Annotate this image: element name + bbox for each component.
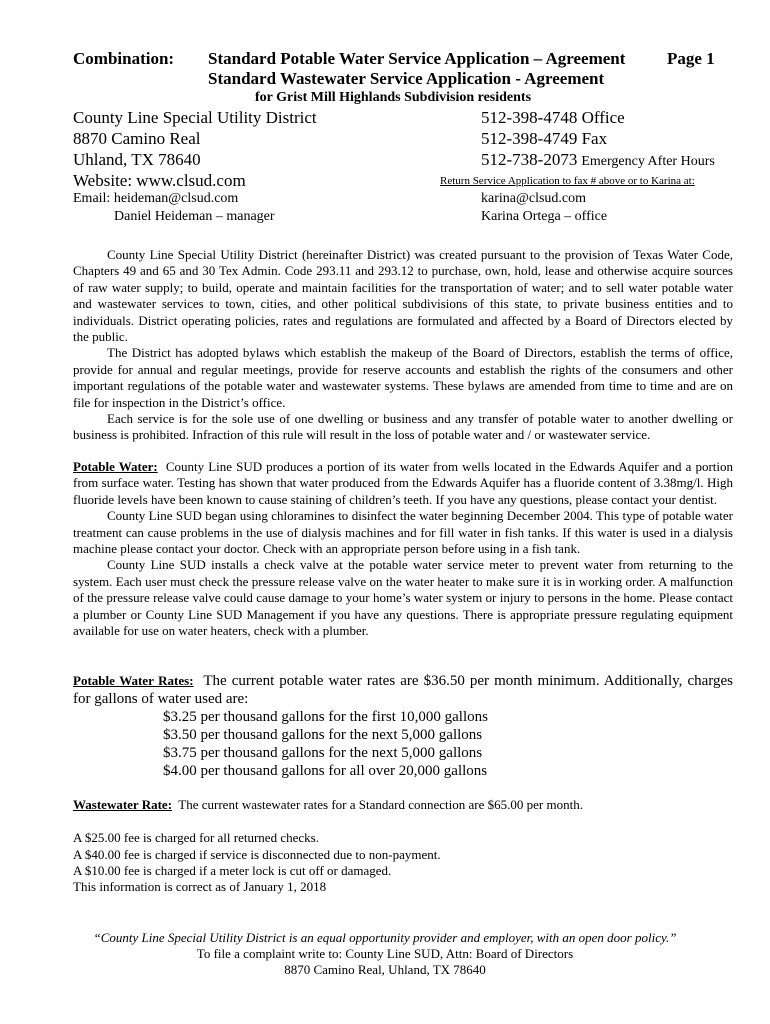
rate-tier-3: $3.75 per thousand gallons for the next 5,000 gallons [163, 745, 483, 761]
org-name: County Line Special Utility District [73, 108, 317, 127]
intro-paragraph-1: County Line Special Utility District (hereinafter District) was created pursuant to the provision of Texas Water Code, Chapters 49 and 65 and 30 Tex Admin. Code 293.11 and 293.12 to purchase, own, hold, lease and otherwise acquire sources of raw water supply; to build, operate and maintain facilities for the transportation of water; and to sell water potable water and wastewater services to town, cities, and other political subdivisions of this state, to private business entities and to individuals. District operating policies, rates and regulations are formulated and affected by a Board of Directors elected by the public. [73, 247, 733, 345]
potable-paragraph-1: County Line SUD produces a portion of its water from wells located in the Edwards Aquifer and a portion from surface water. Testing has shown that water produced from the Edwards Aquifer has a fluoride content of 3.38mg/l. High fluoride levels have been known to cause staining of children’s teeth. If you have any questions, please contact your dentist. [73, 459, 734, 507]
fee-disconnect: A $40.00 fee is charged if service is disconnected due to non-payment. [73, 847, 441, 862]
street-address: 8870 Camino Real [73, 129, 201, 148]
potable-rates-intro: The current potable water rates are $36.50 per month minimum. Additionally, charges for gallons of water used are: [73, 673, 733, 707]
footer-address: 8870 Camino Real, Uhland, TX 78640 [284, 962, 486, 977]
complaint-line: To file a complaint write to: County Line SUD, Attn: Board of Directors [196, 946, 574, 961]
title-line-1: Standard Potable Water Service Application – Agreement [208, 49, 626, 68]
office-phone: 512-398-4748 Office [481, 108, 625, 127]
emergency-phone: 512-738-2073 Emergency After Hours [481, 150, 715, 169]
potable-paragraph-3: County Line SUD installs a check valve at the potable water service meter to prevent water from returning to the system. Each user must check the pressure release valve on the water heater to make sure it is in working order. A malfunction of the pressure release valve could cause damage to your home’s water system or injury to persons in the home. Please contact a plumber or County Line SUD Management if you have any questions. There is appropriate pressure regulating equipment available for use on water heaters, check with a plumber. [73, 557, 733, 639]
wastewater-heading: Wastewater Rate: [73, 797, 173, 812]
email-heideman: Email: heideman@clsud.com [73, 191, 239, 206]
potable-rates-section [73, 672, 733, 708]
rate-tier-1: $3.25 per thousand gallons for the first 10,000 gallons [163, 709, 488, 725]
subtitle: for Grist Mill Highlands Subdivision residents [255, 90, 532, 105]
potable-paragraph-2: County Line SUD began using chloramines to disinfect the water beginning December 2004. This type of potable water treatment can cause problems in the use of dialysis machines and for fill water in fish tanks. If this water is used in a dialysis machine please contact your doctor. Check with an appropriate person before using in a fish tank. [73, 508, 733, 557]
intro-section [73, 247, 733, 444]
policy-statement: “County Line Special Utility District is an equal opportunity provider and employer, with an open door policy.” [93, 930, 677, 945]
intro-paragraph-2: The District has adopted bylaws which establish the makeup of the Board of Directors, establish the terms of office, provide for annual and regular meetings, provide for reserve accounts and establish the rights of the consumers and other important regulations of the potable water and wastewater systems. These bylaws are amended from time to time and are on file for inspection in the District’s office. [73, 345, 733, 410]
manager: Daniel Heideman – manager [114, 209, 275, 224]
title-line-2: Standard Wastewater Service Application - Agreement [208, 69, 605, 88]
intro-paragraph-3: Each service is for the sole use of one dwelling or business and any transfer of potable water to another dwelling or business is prohibited. Infraction of this rule will result in the loss of potable water and / or wastewater service. [73, 411, 733, 443]
fee-returned-check: A $25.00 fee is charged for all returned checks. [73, 830, 319, 845]
wastewater-text: The current wastewater rates for a Standard connection are $65.00 per month. [178, 797, 583, 812]
website: Website: www.clsud.com [73, 171, 246, 190]
page-number: Page 1 [667, 49, 715, 68]
combination-label: Combination: [73, 49, 175, 68]
potable-rates-heading: Potable Water Rates: [73, 673, 194, 688]
wastewater-section [73, 797, 583, 813]
office-contact: Karina Ortega – office [481, 209, 608, 224]
city-address: Uhland, TX 78640 [73, 150, 201, 169]
fax-phone: 512-398-4749 Fax [481, 129, 608, 148]
rate-tier-4: $4.00 per thousand gallons for all over 20,000 gallons [163, 763, 488, 779]
fee-meter-lock: A $10.00 fee is charged if a meter lock is cut off or damaged. [73, 863, 392, 878]
return-note: Return Service Application to fax # above or to Karina at: [440, 175, 695, 187]
email-karina: karina@clsud.com [481, 191, 587, 206]
potable-water-heading: Potable Water: [73, 459, 158, 474]
info-date: This information is correct as of January 1, 2018 [73, 879, 327, 894]
rate-tier-2: $3.50 per thousand gallons for the next 5,000 gallons [163, 727, 483, 743]
potable-water-section [73, 459, 733, 639]
